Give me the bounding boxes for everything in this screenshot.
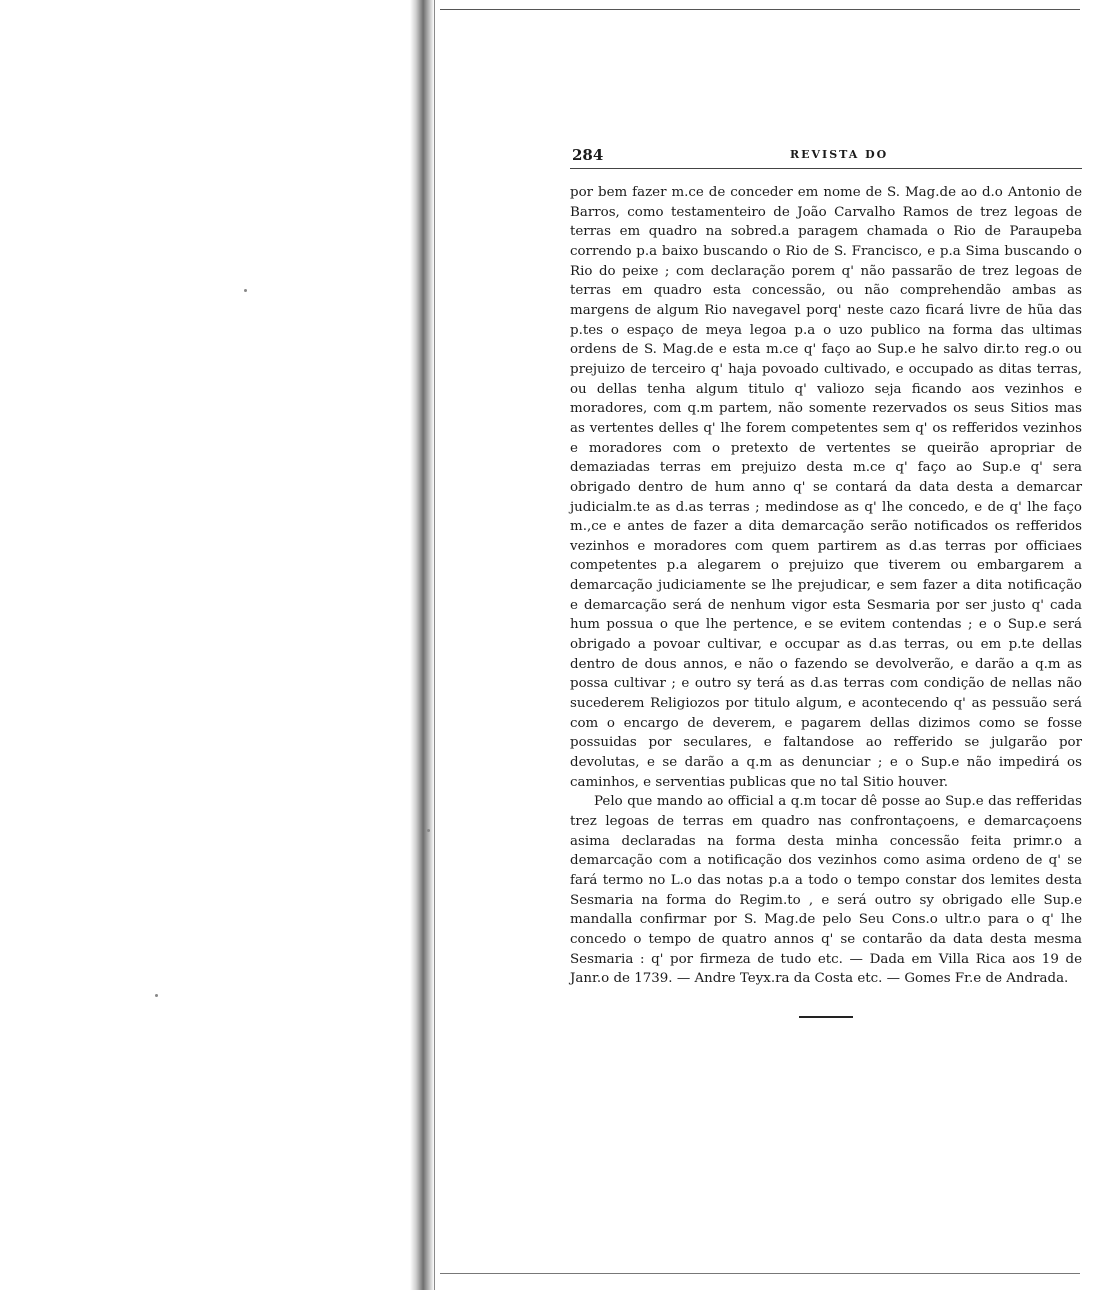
journal-title: REVISTA DO — [790, 148, 889, 161]
page-number: 284 — [572, 146, 604, 164]
paragraph-grant-conditions: por bem fazer m.ce de conceder em nome de S. Mag.de ao d.o Antonio de Barros, como testamenteiro de João Carvalho Ramos de trez legoas de terras em quadro na sobred.a paragem chamada o Rio de Paraupeba correndo p.a baixo buscando o Rio de S. Francisco, e p.a Sima buscando o Rio do peixe ; com declaração porem q' não passarão de trez legoas de terras em quadro esta concessão, ou não comprehendão ambas as margens de algum Rio navegavel porq' neste cazo ficará livre de hũa das p.tes o espaço de meya legoa p.a o uzo publico na forma das ultimas ordens de S. Mag.de e esta m.ce q' faço ao Sup.e he salvo dir.to reg.o ou prejuizo de terceiro q' haja povoado cultivado, e occupado as ditas terras, ou dellas tenha algum titulo q' valiozo seja ficando aos vezinhos e moradores, com q.m partem, não somente rezervados os seus Sitios mas as vertentes delles q' lhe forem competentes sem q' os refferidos vezinhos e moradores com o pretexto de vertentes se queirão apropriar de demaziadas terras em prejuizo desta m.ce q' faço ao Sup.e q' sera obrigado dentro de hum anno q' se contará da data desta a demarcar judicialm.te as d.as terras ; medindose as q' lhe concedo, e de q' lhe faço m.,ce e antes de fazer a dita demarcação serão notificados os refferidos vezinhos e moradores com quem partirem as d.as terras por officiaes competentes p.a alegarem o prejuizo que tiverem ou embargarem a demarcação judiciamente se lhe prejudicar, e sem fazer a dita notificação e demarcação será de nenhum vigor esta Sesmaria por ser justo q' cada hum possua o que lhe pertence, e se evitem contendas ; e o Sup.e será obrigado a povoar cultivar, e occupar as d.as terras, ou em p.te dellas dentro de dous annos, e não o fazendo se devolverão, e darão a q.m as possa cultivar ; e outro sy terá as d.as terras com condição de nellas não sucederem Religiozos por titulo algum, e acontecendo q' as pessuão será com o encargo de deverem, e pagarem dellas dizimos como se fosse possuidas por seculares, e faltandose ao refferido se julgarão por devolutas, e se darão a q.m as denunciar ; e o Sup.e não impedirá os caminhos, e serventias publicas que no tal Sitio houver. — [570, 185, 1082, 790]
body-text — [570, 183, 1082, 989]
scan-speck — [244, 289, 247, 292]
header-rule — [570, 168, 1082, 169]
scan-top-edge — [440, 9, 1080, 10]
book-spine-shadow — [410, 0, 434, 1290]
running-head — [570, 138, 1082, 164]
scan-speck — [155, 994, 158, 997]
scan-speck — [427, 829, 430, 832]
scan-bottom-edge — [440, 1273, 1080, 1274]
printed-page — [570, 138, 1082, 1018]
page-edge — [434, 0, 435, 1290]
section-end-rule — [799, 1016, 853, 1018]
paragraph-possession-order: Pelo que mando ao official a q.m tocar dê posse ao Sup.e das refferidas trez legoas de terras em quadro nas confrontaçoens, e demarcaçoens asima declaradas na forma desta minha concessão feita primr.o a demarcação com a notificação dos vezinhos como asima ordeno de q' se fará termo no L.o das notas p.a a todo o tempo constar dos lemites desta Sesmaria na forma do Regim.to , e será outro sy obrigado elle Sup.e mandalla confirmar por S. Mag.de pelo Seu Cons.o ultr.o para o q' lhe concedo o tempo de quatro annos q' se contarão da data desta mesma Sesmaria : q' por firmeza de tudo etc. — Dada em Villa Rica aos 19 de Janr.o de 1739. — Andre Teyx.ra da Costa etc. — Gomes Fr.e de Andrada. — [570, 794, 1082, 987]
